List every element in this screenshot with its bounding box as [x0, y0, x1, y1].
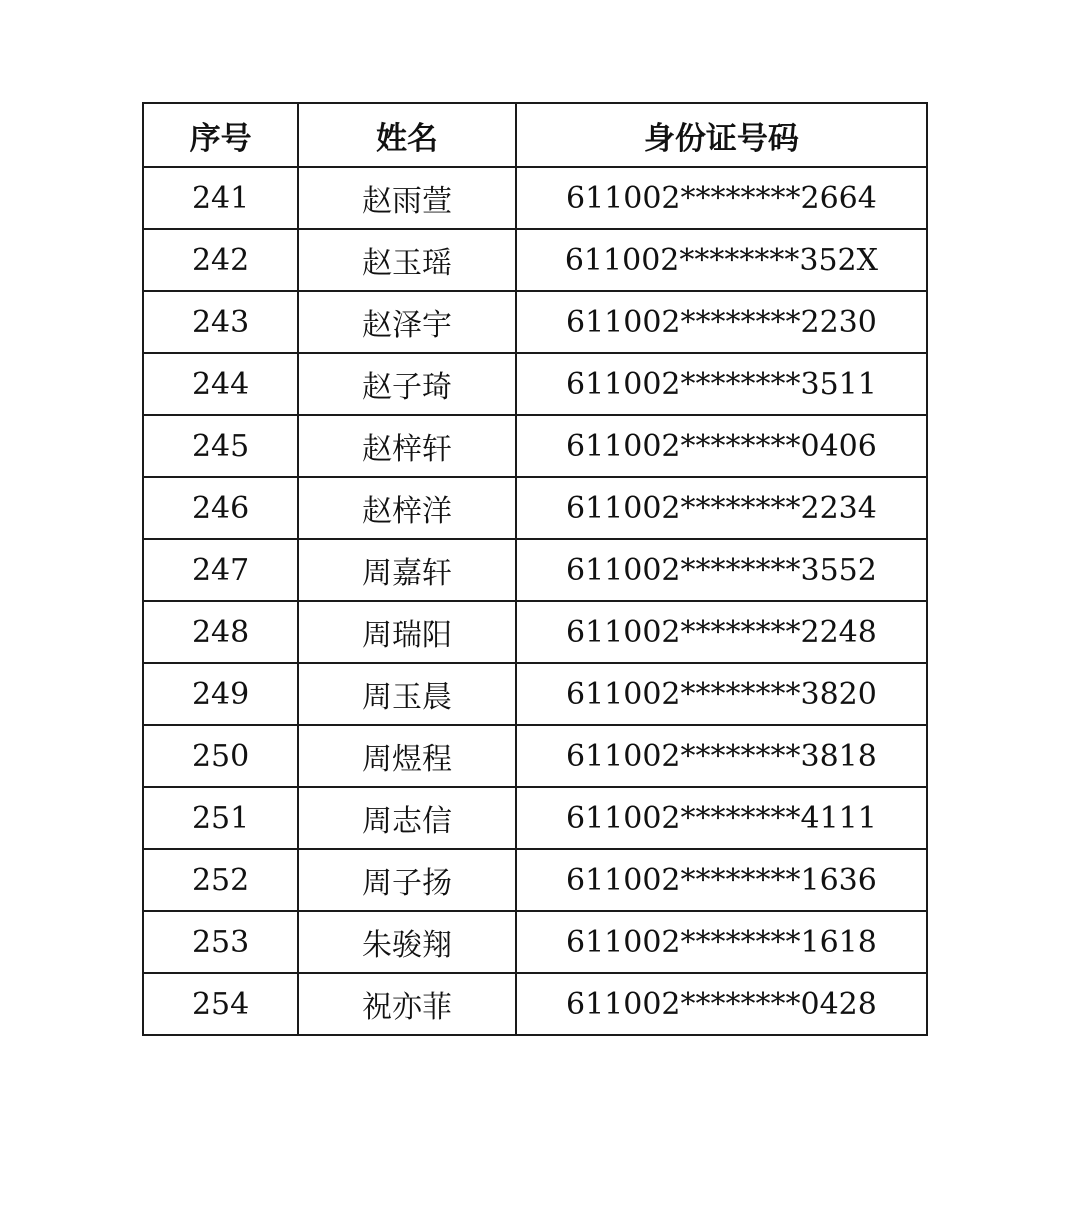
table-row — [143, 229, 927, 291]
cell-id: 611002********1618 — [516, 911, 927, 973]
table-row — [143, 353, 927, 415]
cell-id: 611002********2248 — [516, 601, 927, 663]
cell-name: 周瑞阳 — [298, 601, 516, 663]
cell-no: 241 — [143, 167, 298, 229]
cell-id: 611002********2664 — [516, 167, 927, 229]
cell-name: 赵雨萱 — [298, 167, 516, 229]
table-row — [143, 477, 927, 539]
table-row — [143, 415, 927, 477]
cell-id: 611002********2234 — [516, 477, 927, 539]
cell-name: 朱骏翔 — [298, 911, 516, 973]
cell-no: 244 — [143, 353, 298, 415]
cell-name: 赵玉瑶 — [298, 229, 516, 291]
table-row — [143, 601, 927, 663]
table-body — [143, 167, 927, 1035]
cell-name: 赵子琦 — [298, 353, 516, 415]
table-row — [143, 663, 927, 725]
cell-name: 赵梓洋 — [298, 477, 516, 539]
cell-id: 611002********1636 — [516, 849, 927, 911]
cell-no: 246 — [143, 477, 298, 539]
table-row — [143, 539, 927, 601]
cell-no: 247 — [143, 539, 298, 601]
header-name: 姓名 — [298, 103, 516, 167]
cell-no: 250 — [143, 725, 298, 787]
cell-no: 243 — [143, 291, 298, 353]
cell-no: 251 — [143, 787, 298, 849]
cell-no: 242 — [143, 229, 298, 291]
roster-table — [142, 102, 928, 1036]
cell-name: 周煜程 — [298, 725, 516, 787]
table-row — [143, 291, 927, 353]
cell-no: 252 — [143, 849, 298, 911]
cell-no: 245 — [143, 415, 298, 477]
table-row — [143, 725, 927, 787]
cell-no: 254 — [143, 973, 298, 1035]
table-row — [143, 787, 927, 849]
cell-name: 赵泽宇 — [298, 291, 516, 353]
cell-id: 611002********0428 — [516, 973, 927, 1035]
cell-id: 611002********4111 — [516, 787, 927, 849]
cell-id: 611002********3820 — [516, 663, 927, 725]
header-no: 序号 — [143, 103, 298, 167]
cell-name: 祝亦菲 — [298, 973, 516, 1035]
header-row — [143, 103, 927, 167]
cell-name: 周嘉轩 — [298, 539, 516, 601]
cell-name: 赵梓轩 — [298, 415, 516, 477]
cell-id: 611002********2230 — [516, 291, 927, 353]
cell-name: 周玉晨 — [298, 663, 516, 725]
table-row — [143, 849, 927, 911]
cell-no: 248 — [143, 601, 298, 663]
table-header — [143, 103, 927, 167]
table-row — [143, 911, 927, 973]
cell-id: 611002********352X — [516, 229, 927, 291]
cell-id: 611002********3511 — [516, 353, 927, 415]
cell-name: 周志信 — [298, 787, 516, 849]
cell-no: 253 — [143, 911, 298, 973]
cell-id: 611002********0406 — [516, 415, 927, 477]
cell-no: 249 — [143, 663, 298, 725]
table-row — [143, 973, 927, 1035]
table-row — [143, 167, 927, 229]
cell-name: 周子扬 — [298, 849, 516, 911]
header-id: 身份证号码 — [516, 103, 927, 167]
cell-id: 611002********3818 — [516, 725, 927, 787]
cell-id: 611002********3552 — [516, 539, 927, 601]
